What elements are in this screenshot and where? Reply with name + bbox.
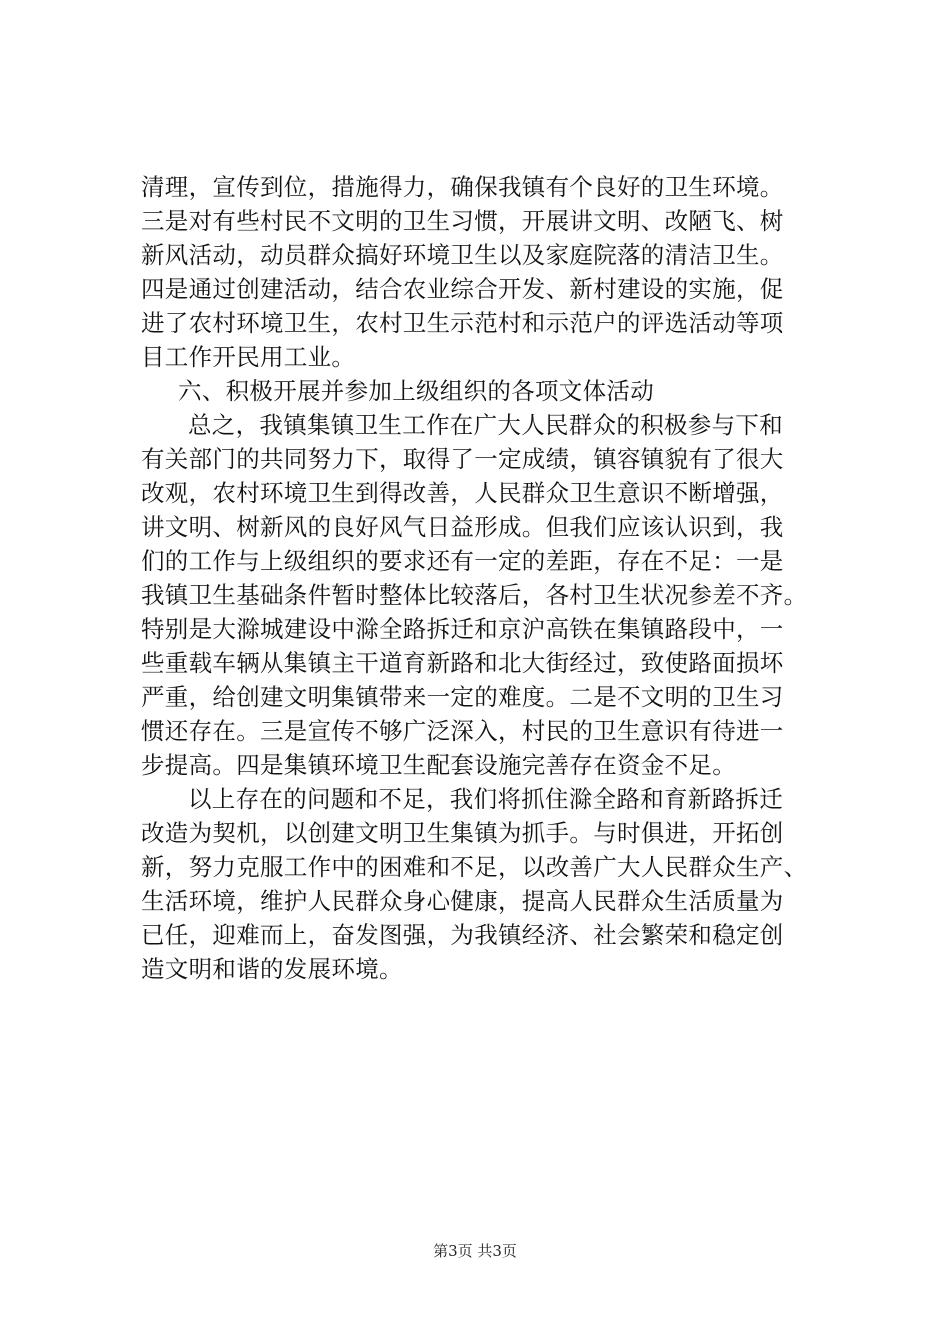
text-line: 生活环境，维护人民群众身心健康，提高人民群众生活质量为 bbox=[141, 887, 784, 915]
text-line: 新，努力克服工作中的困难和不足，以改善广大人民群众生产、 bbox=[141, 853, 808, 881]
text-line: 我镇卫生基础条件暂时整体比较落后，各村卫生状况参差不齐。 bbox=[141, 581, 808, 609]
text-line: 造文明和谐的发展环境。 bbox=[141, 955, 403, 983]
text-line: 讲文明、树新风的良好风气日益形成。但我们应该认识到，我 bbox=[141, 513, 784, 541]
page-footer bbox=[0, 1241, 950, 1261]
text-line: 清理，宣传到位，措施得力，确保我镇有个良好的卫生环境。 bbox=[141, 173, 784, 201]
text-line: 惯还存在。三是宣传不够广泛深入，村民的卫生意识有待进一 bbox=[141, 717, 784, 745]
text-line: 改观，农村环境卫生到得改善，人民群众卫生意识不断增强， bbox=[141, 479, 784, 507]
text-line: 些重载车辆从集镇主干道育新路和北大街经过，致使路面损坏 bbox=[141, 649, 784, 677]
text-line: 新风活动，动员群众搞好环境卫生以及家庭院落的清洁卫生。 bbox=[141, 241, 784, 269]
paragraph-first-line: 以上存在的问题和不足，我们将抓住滁全路和育新路拆迁 bbox=[188, 785, 783, 813]
text-line: 四是通过创建活动，结合农业综合开发、新村建设的实施，促 bbox=[141, 275, 784, 303]
text-line: 改造为契机，以创建文明卫生集镇为抓手。与时俱进，开拓创 bbox=[141, 819, 784, 847]
text-line: 已任，迎难而上，奋发图强，为我镇经济、社会繁荣和稳定创 bbox=[141, 921, 784, 949]
section-heading: 六、积极开展并参加上级组织的各项文体活动 bbox=[178, 377, 654, 405]
text-line: 有关部门的共同努力下，取得了一定成绩，镇容镇貌有了很大 bbox=[141, 445, 784, 473]
text-line: 特别是大滁城建设中滁全路拆迁和京沪高铁在集镇路段中，一 bbox=[141, 615, 784, 643]
document-body bbox=[141, 170, 841, 986]
paragraph-first-line: 总之，我镇集镇卫生工作在广大人民群众的积极参与下和 bbox=[188, 411, 783, 439]
text-line: 严重，给创建文明集镇带来一定的难度。二是不文明的卫生习 bbox=[141, 683, 784, 711]
text-line: 三是对有些村民不文明的卫生习惯，开展讲文明、改陋飞、树 bbox=[141, 207, 784, 235]
text-line: 步提高。四是集镇环境卫生配套设施完善存在资金不足。 bbox=[141, 751, 736, 779]
text-line: 们的工作与上级组织的要求还有一定的差距，存在不足：一是 bbox=[141, 547, 784, 575]
page-number-label: 第3页 共3页 bbox=[433, 1242, 517, 1260]
text-line: 目工作开民用工业。 bbox=[141, 343, 356, 371]
text-line: 进了农村环境卫生，农村卫生示范村和示范户的评选活动等项 bbox=[141, 309, 784, 337]
